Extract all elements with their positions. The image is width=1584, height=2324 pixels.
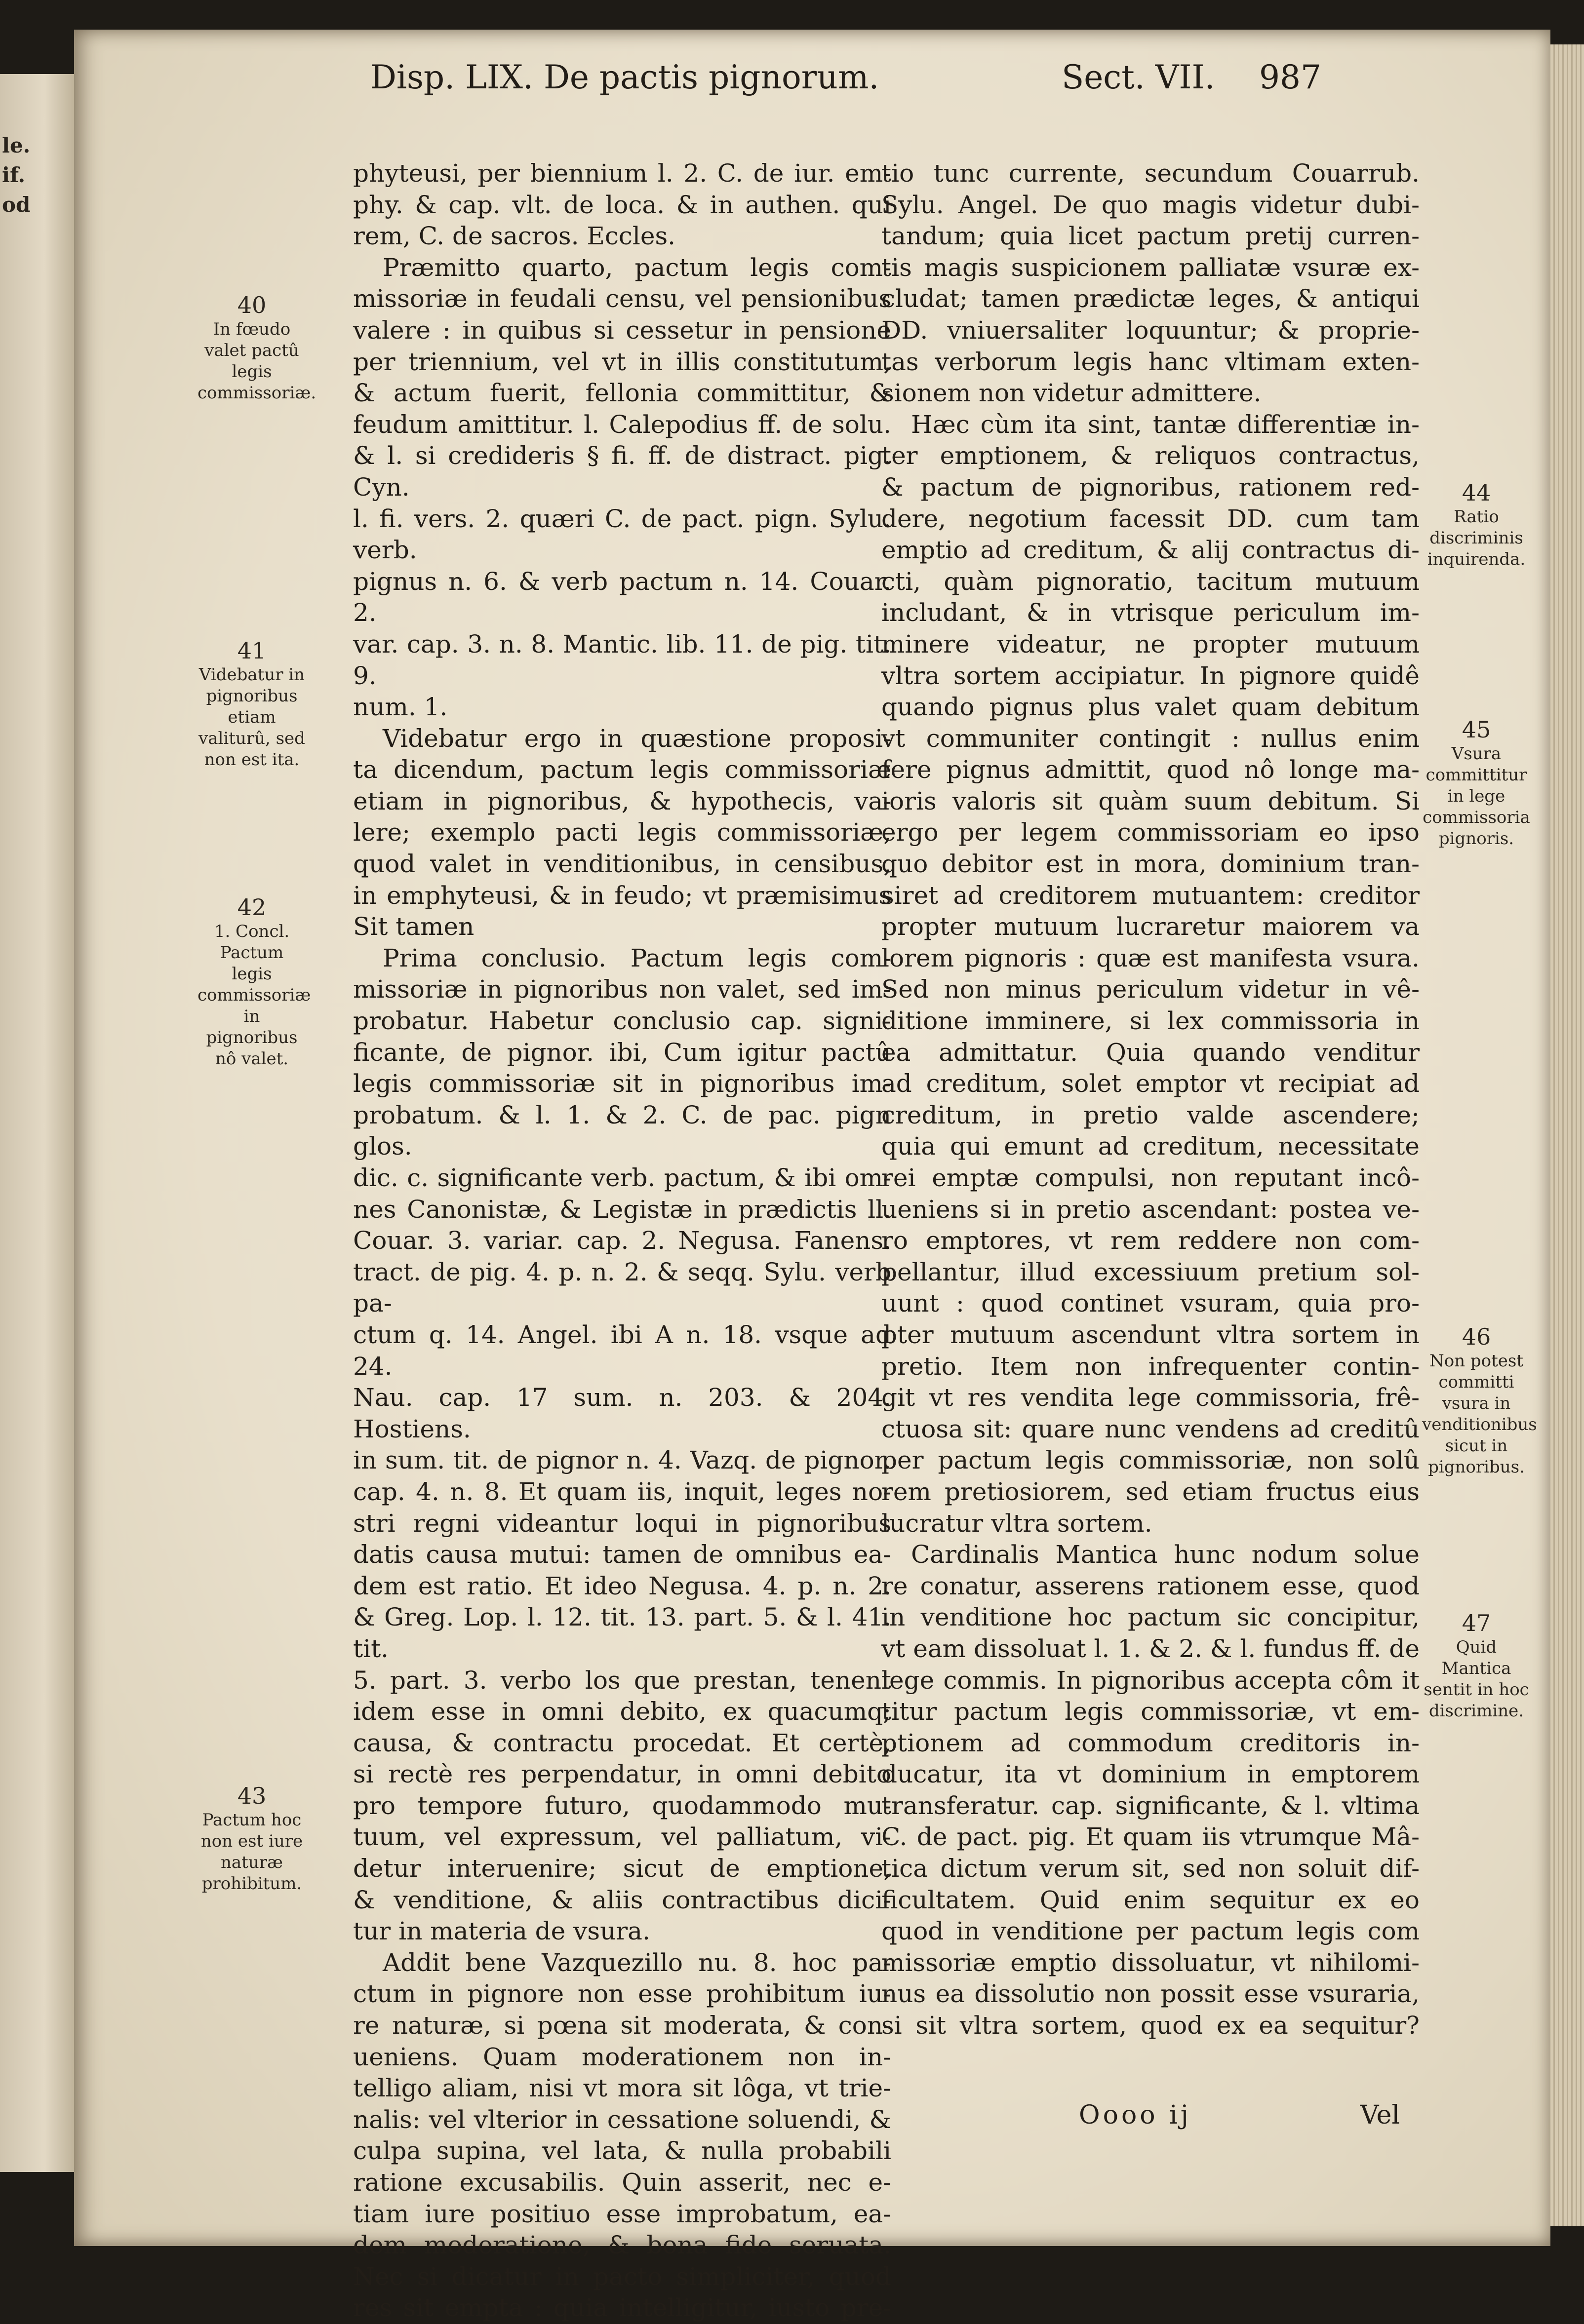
text-line: Hæc cùm ita sint, tantæ differentiæ in-: [911, 410, 1420, 439]
text-line: stri regni videantur loqui in pignoribus: [353, 1509, 891, 1538]
text-line: & l. si credideris § fi. ff. de distract. pig. Cyn.: [353, 441, 891, 502]
left-text-column: [353, 158, 891, 2324]
running-head: [296, 58, 1373, 113]
text-line: Nec si dicatur in pacto simpliciter, quod: [353, 2262, 891, 2291]
text-line: quia qui emunt ad creditum, necessitate: [881, 1132, 1420, 1161]
text-line: ducatur, ita vt dominium in emptorem: [881, 1760, 1420, 1789]
text-line: lucratur vltra sortem.: [881, 1509, 1152, 1538]
text-line: in emphyteusi, & in feudo; vt præmisimus: [353, 881, 891, 910]
text-line: telligo aliam, nisi vt mora sit lôga, vt trie-: [353, 2074, 891, 2103]
marginal-note-text: Ratio discriminis inquirenda.: [1427, 507, 1526, 569]
text-line: Nau. cap. 17 sum. n. 203. & 204. Hostiens.: [353, 1383, 891, 1443]
marginal-note-text: Videbatur in pignoribus etiam valiturû, sed non est ita.: [198, 665, 305, 770]
text-line: creditum, in pretio valde ascendere;: [881, 1100, 1420, 1129]
prev-page-fragment: od: [2, 193, 31, 217]
text-line: vltra sortem accipiatur. In pignore quidê: [881, 661, 1420, 690]
text-line: causa, & contractu procedat. Et certè,: [353, 1728, 891, 1757]
text-line: phyteusi, per biennium l. 2. C. de iur. em-: [353, 159, 891, 188]
marginal-note-number: 43: [237, 1782, 267, 1809]
text-line: titur pactum legis commissoriæ, vt em-: [881, 1697, 1420, 1726]
prev-page-fragment: if.: [2, 163, 26, 187]
text-line: cti, quàm pignoratio, tacitum mutuum: [881, 567, 1420, 596]
marginal-note-number: 47: [1462, 1610, 1491, 1636]
text-line: per pactum legis commissoriæ, non solû: [881, 1446, 1420, 1475]
text-line: idem esse in omni debito, ex quacumq;: [353, 1697, 891, 1726]
text-line: dere, negotium facessit DD. cum tam: [881, 504, 1420, 533]
text-line: pellantur, illud excessiuum pretium sol-: [881, 1257, 1420, 1286]
running-head-section: Sect. VII.: [1062, 58, 1215, 96]
text-line: & Greg. Lop. l. 12. tit. 13. part. 5. & l. 41. tit.: [353, 1603, 891, 1663]
text-line: DD. vniuersaliter loquuntur; & proprie-: [881, 315, 1420, 345]
text-line: rem pretiosiorem, sed etiam fructus eius: [881, 1477, 1420, 1506]
marginal-note-number: 40: [237, 292, 267, 318]
text-line: & actum fuerit, fellonia committitur, &: [353, 379, 891, 408]
text-line: vt communiter contingit : nullus enim: [881, 724, 1420, 753]
text-line: in sum. tit. de pignor n. 4. Vazq. de pignor.: [353, 1446, 891, 1475]
text-line: tuum, vel expressum, vel palliatum, vi-: [353, 1822, 891, 1852]
text-line: & venditione, & aliis contractibus dici-: [353, 1885, 891, 1914]
text-line: Sed non minus periculum videtur in vê-: [881, 975, 1420, 1004]
text-line: ctum q. 14. Angel. ibi A n. 18. vsque ad 24.: [353, 1320, 891, 1381]
text-line: feudum amittitur. l. Calepodius ff. de solu.: [353, 410, 891, 439]
text-line: ergo per legem commissoriam eo ipso: [881, 818, 1420, 847]
text-line: nalis: vel vlterior in cessatione soluendi, &: [353, 2105, 891, 2134]
text-line: ficante, de pignor. ibi, Cum igitur pactû: [353, 1038, 891, 1067]
text-line: ctum in pignore non esse prohibitum iu-: [353, 1979, 891, 2009]
text-line: tio tunc currente, secundum Couarrub.: [881, 159, 1420, 188]
text-line: uunt : quod continet vsuram, quia pro-: [881, 1289, 1420, 1318]
text-line: legis commissoriæ sit in pignoribus im-: [353, 1069, 891, 1098]
text-line: num. 1.: [353, 693, 448, 722]
text-line: Addit bene Vazquezillo nu. 8. hoc pa-: [383, 1948, 891, 1977]
text-line: etiam in pignoribus, & hypothecis, va-: [353, 786, 891, 815]
text-line: var. cap. 3. n. 8. Mantic. lib. 11. de pig. tit. 9.: [353, 629, 891, 690]
text-line: per triennium, vel vt in illis constitutum,: [353, 347, 891, 376]
marginal-note-number: 41: [237, 637, 267, 664]
text-line: missoriæ in feudali censu, vel pensionibus: [353, 284, 891, 313]
text-line: Prima conclusio. Pactum legis com-: [383, 943, 891, 972]
marginal-note-number: 46: [1462, 1323, 1491, 1350]
marginal-note-number: 44: [1462, 479, 1491, 506]
catchword: Vel: [1360, 2100, 1400, 2130]
marginal-note: [198, 1782, 306, 1895]
text-line: tas verborum legis hanc vltimam exten-: [881, 347, 1420, 376]
text-line: ctuosa sit: quare nunc vendens ad creditû: [881, 1414, 1420, 1443]
text-line: datis causa mutui: tamen de omnibus ea-: [353, 1540, 891, 1569]
right-text-column: [881, 158, 1420, 2042]
text-line: rei emptæ compulsi, non reputant incô-: [881, 1163, 1420, 1192]
text-line: valere : in quibus si cessetur in pensione: [353, 315, 891, 345]
marginal-note-text: Vsura committitur in lege commissoria pignoris.: [1423, 744, 1530, 849]
text-line: ueniens. Quam moderationem non in-: [353, 2042, 891, 2071]
text-line: pretio. Item non infrequenter contin-: [881, 1352, 1420, 1381]
text-line: git vt res vendita lege commissoria, frê-: [881, 1383, 1420, 1412]
text-line: nus ea dissolutio non possit esse vsuraria,: [881, 1979, 1420, 2009]
text-line: siret ad creditorem mutuantem: creditor: [881, 881, 1420, 910]
marginal-note: [1422, 716, 1531, 850]
text-line: minere videatur, ne propter mutuum: [881, 629, 1420, 658]
text-line: culpa supina, vel lata, & nulla probabili: [353, 2136, 891, 2166]
marginal-note: [1422, 1609, 1531, 1722]
text-line: Præmitto quarto, pactum legis com-: [383, 253, 891, 282]
text-line: Sit tamen: [353, 912, 475, 941]
text-line: detur interuenire; sicut de emptione,: [353, 1854, 891, 1883]
text-line: vt eam dissoluat l. 1. & 2. & l. fundus ff. de: [881, 1634, 1420, 1663]
text-line: ioris valoris sit quàm suum debitum. Si: [881, 786, 1420, 815]
text-line: emptio ad creditum, & alij contractus di-: [881, 536, 1420, 565]
signature-mark: Oooo ij: [1079, 2100, 1191, 2130]
previous-page-edge: [0, 74, 74, 2172]
text-line: tica dictum verum sit, sed non soluit dif-: [881, 1854, 1420, 1883]
marginal-note-text: 1. Concl. Pactum legis commissoriæ in pignoribus nô valet.: [198, 922, 311, 1069]
text-line: lorem pignoris : quæ est manifesta vsura.: [881, 943, 1420, 972]
text-line: ro emptores, vt rem reddere non com-: [881, 1226, 1420, 1255]
marginal-note-text: Pactum hoc non est iure naturæ prohibitum.: [200, 1810, 303, 1894]
text-line: ratione excusabilis. Quin asserit, nec e-: [353, 2168, 891, 2197]
text-line: quod valet in venditionibus, in censibus,: [353, 850, 891, 879]
text-line: phy. & cap. vlt. de loca. & in authen. qui: [353, 190, 891, 219]
text-line: & pactum de pignoribus, rationem red-: [881, 472, 1420, 502]
marginal-note: [1422, 479, 1531, 570]
text-line: re conatur, asserens rationem esse, quod: [881, 1571, 1420, 1600]
text-line: propter mutuum lucraretur maiorem va: [881, 912, 1420, 941]
text-line: lere; exemplo pacti legis commissoriæ,: [353, 818, 891, 847]
text-line: pignus n. 6. & verb pactum n. 14. Couar. 2.: [353, 567, 891, 627]
text-line: Sylu. Angel. De quo magis videtur dubi-: [881, 190, 1420, 219]
text-line: probatum. & l. 1. & 2. C. de pac. pign glos.: [353, 1100, 891, 1161]
marginal-note: [198, 637, 306, 771]
text-line: probatur. Habetur conclusio cap. signi-: [353, 1007, 891, 1036]
text-line: tur in materia de vsura.: [353, 1917, 650, 1946]
text-line: si rectè res perpendatur, in omni debito: [353, 1760, 891, 1789]
text-line: quo debitor est in mora, dominium tran-: [881, 850, 1420, 879]
text-line: Cardinalis Mantica hunc nodum solue: [911, 1540, 1420, 1569]
text-line: nes Canonistæ, & Legistæ in prædictis ll.: [353, 1195, 891, 1224]
text-line: ad creditum, solet emptor vt recipiat ad: [881, 1069, 1420, 1098]
text-line: si sit vltra sortem, quod ex ea sequitur?: [881, 2011, 1420, 2040]
text-line: tract. de pig. 4. p. n. 2. & seqq. Sylu. verb pa-: [353, 1257, 891, 1318]
text-line: rem, C. de sacros. Eccles.: [353, 222, 676, 251]
page-fore-edge: [1550, 44, 1584, 2226]
text-line: transferatur. cap. significante, & l. vltima: [881, 1791, 1420, 1820]
marginal-note-text: In fœudo valet pactû legis commissoriæ.: [198, 319, 317, 403]
text-line: quod in venditione per pactum legis com: [881, 1917, 1420, 1946]
marginal-note: [198, 291, 317, 404]
marginal-note-text: Non potest committi vsura in venditionibus sicut in pignoribus.: [1422, 1351, 1537, 1477]
text-line: includant, & in vtrisque periculum im-: [881, 598, 1420, 627]
text-line: missoriæ emptio dissoluatur, vt nihilomi-: [881, 1948, 1420, 1977]
text-line: tandum; quia licet pactum pretij curren-: [881, 222, 1420, 251]
text-line: tiam iure positiuo esse improbatum, ea-: [353, 2199, 891, 2228]
text-line: C. de pact. pig. Et quam iis vtrumque Mâ-: [881, 1822, 1420, 1852]
running-head-title: Disp. LIX. De pactis pignorum.: [370, 58, 879, 96]
marginal-note-number: 45: [1462, 716, 1491, 743]
text-line: tis magis suspicionem palliatæ vsuræ ex-: [881, 253, 1420, 282]
text-line: fere pignus admittit, quod nô longe ma-: [881, 755, 1420, 784]
text-line: dem est ratio. Et ideo Negusa. 4. p. n. 2.: [353, 1571, 891, 1600]
page-footer: [881, 2100, 1420, 2135]
text-line: ditione imminere, si lex commissoria in: [881, 1007, 1420, 1036]
text-line: ficultatem. Quid enim sequitur ex eo: [881, 1885, 1420, 1914]
text-line: ptionem ad commodum creditoris in-: [881, 1728, 1420, 1757]
text-line: cap. 4. n. 8. Et quam iis, inquit, leges no-: [353, 1477, 891, 1506]
text-line: missoriæ in pignoribus non valet, sed im-: [353, 975, 891, 1004]
text-line: ter emptionem, & reliquos contractus,: [881, 441, 1420, 470]
text-line: lege commis. In pignoribus accepta côm it: [881, 1666, 1420, 1695]
marginal-note-text: Quid Mantica sentit in hoc discrimine.: [1424, 1637, 1529, 1721]
text-line: Couar. 3. variar. cap. 2. Negusa. Fanens.: [353, 1226, 891, 1255]
text-line: pter mutuum ascendunt vltra sortem in: [881, 1320, 1420, 1349]
marginal-note: [198, 893, 311, 1070]
text-line: cludat; tamen prædictæ leges, & antiqui: [881, 284, 1420, 313]
page-number: 987: [1259, 58, 1321, 96]
text-line: dem moderatione, & bona fide seruata.: [353, 2231, 891, 2260]
marginal-note: [1422, 1323, 1537, 1478]
text-line: in venditione hoc pactum sic concipitur,: [881, 1603, 1420, 1632]
text-line: Videbatur ergo in quæstione proposi-: [383, 724, 891, 753]
text-line: sionem non videtur admittere.: [881, 379, 1262, 408]
text-line: ta dicendum, pactum legis commissoriæ: [353, 755, 891, 784]
text-line: re naturæ, si pœna sit moderata, & con-: [353, 2011, 891, 2040]
text-line: ueniens si in pretio ascendant: postea ve-: [881, 1195, 1420, 1224]
prev-page-fragment: le.: [2, 133, 31, 157]
text-line: quando pignus plus valet quam debitum: [881, 693, 1420, 722]
text-line: ea admittatur. Quia quando venditur: [881, 1038, 1420, 1067]
text-line: 5. part. 3. verbo los que prestan, tenent: [353, 1666, 891, 1695]
marginal-note-number: 42: [237, 894, 267, 921]
text-line: pro tempore futuro, quodammodo mu-: [353, 1791, 891, 1820]
text-line: dic. c. significante verb. pactum, & ibi om-: [353, 1163, 891, 1192]
text-line: l. fi. vers. 2. quæri C. de pact. pign. Sylu. verb.: [353, 504, 891, 565]
text-line: res sit empta : quia intelligitur, iusto pre-: [353, 2293, 891, 2323]
